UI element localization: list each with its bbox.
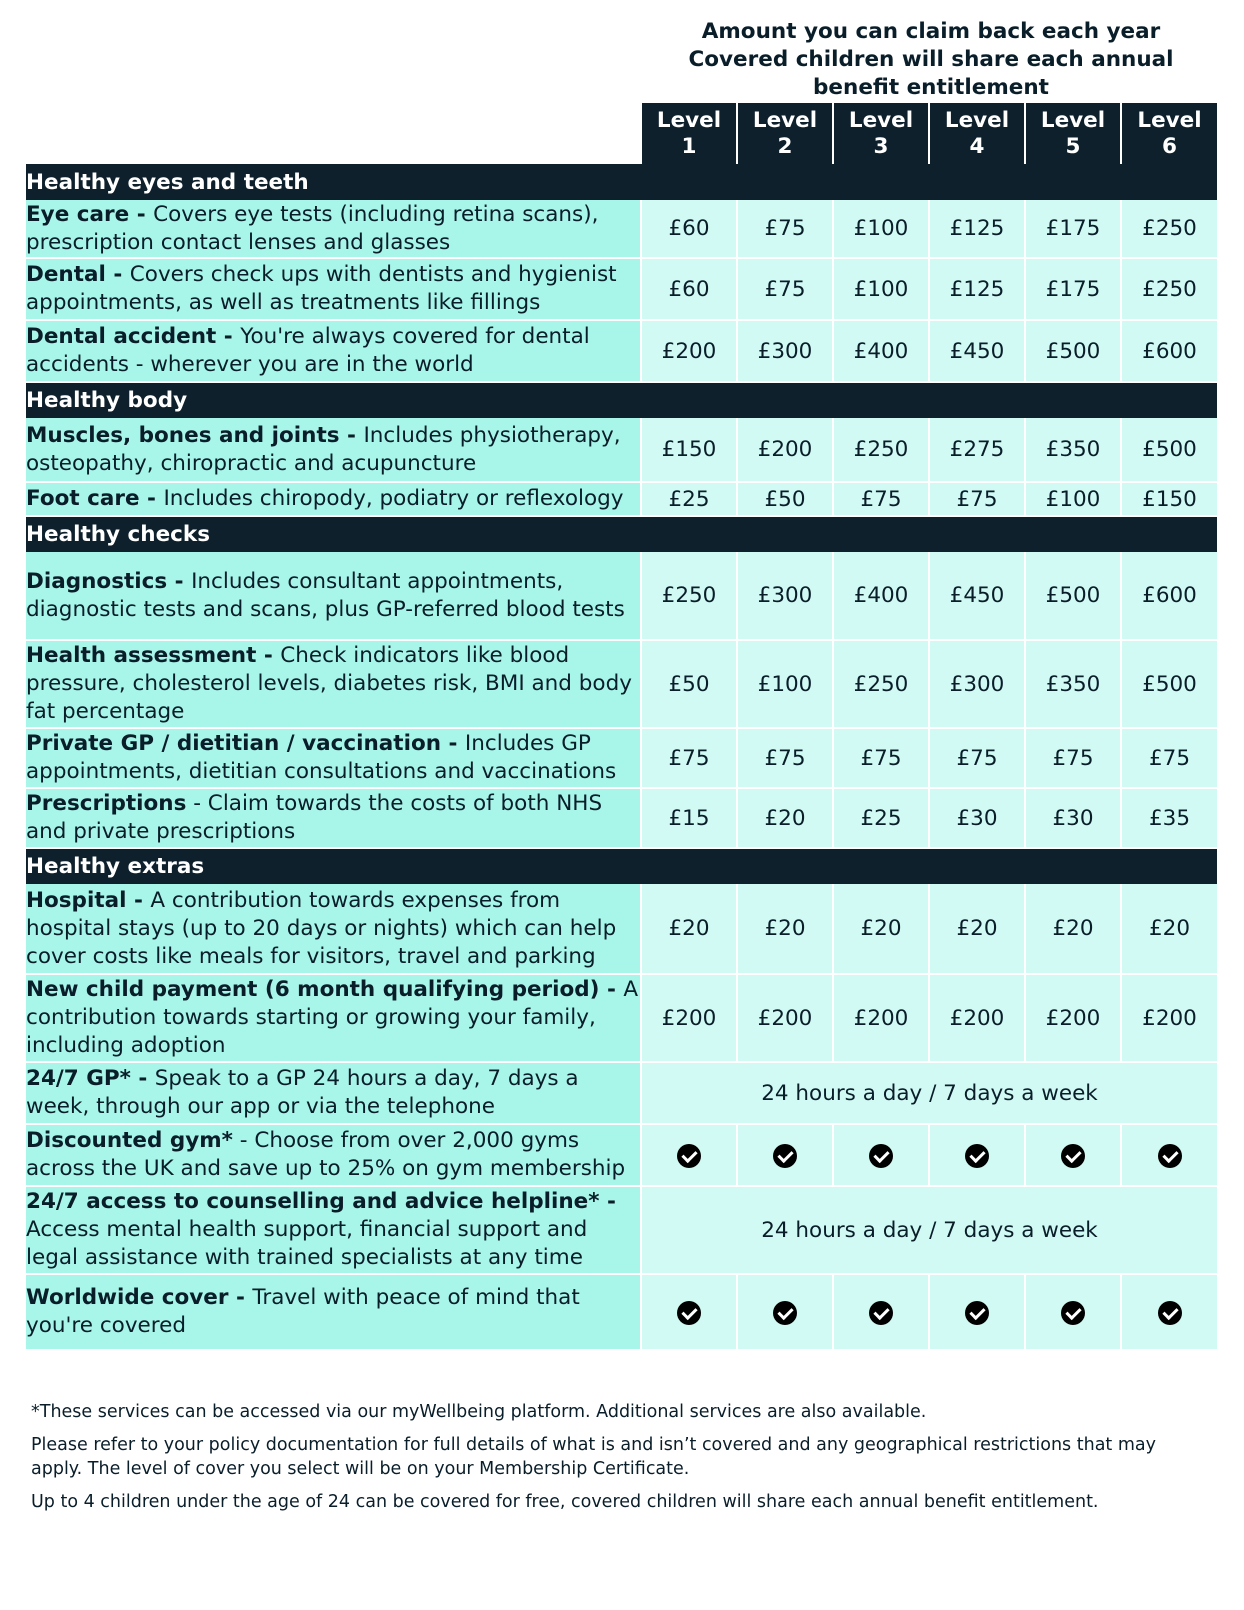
level-2-cell — [737, 1124, 833, 1186]
section-title: Healthy checks — [26, 516, 1217, 552]
level-6-value: £600 — [1121, 552, 1217, 640]
level-4-value: £125 — [929, 258, 1025, 320]
level-4-value: £75 — [929, 728, 1025, 788]
benefit-row — [26, 200, 1217, 258]
level-4-value: £200 — [929, 974, 1025, 1062]
footnote-policy: Please refer to your policy documentation for full details of what is and isn’t covered and any geographical restrictions that may apply. The level of cover you select will be on your Membership Certificate. — [31, 1435, 1156, 1479]
check-icon — [1158, 1301, 1182, 1325]
level-6-value: £35 — [1121, 788, 1217, 848]
section-header — [26, 516, 1217, 552]
benefit-detail: Travel with peace of mind that you're covered — [26, 1285, 580, 1338]
benefit-name: Dental - — [26, 262, 130, 287]
level-1-cell — [641, 1124, 737, 1186]
level-2-value: £300 — [737, 320, 833, 382]
level-2-value: £75 — [737, 200, 833, 258]
benefit-name: Discounted gym* — [26, 1128, 233, 1153]
level-3-value: £400 — [833, 320, 929, 382]
level-1-value: £15 — [641, 788, 737, 848]
level-1-value: £200 — [641, 974, 737, 1062]
check-icon — [1061, 1301, 1085, 1325]
section-title: Healthy body — [26, 382, 1217, 418]
benefit-detail: Covers check ups with dentists and hygienist appointments, as well as treatments like fillings — [26, 262, 617, 315]
level-5-value: £30 — [1025, 788, 1121, 848]
claim-header-line1: Amount you can claim back each year — [701, 19, 1161, 44]
benefit-detail: A contribution towards starting or growing your family, including adoption — [26, 977, 639, 1058]
level-3-header — [833, 103, 929, 164]
level-4-value: £300 — [929, 640, 1025, 728]
availability-value: 24 hours a day / 7 days a week — [641, 1062, 1217, 1124]
benefit-row — [26, 788, 1217, 848]
benefit-name: Foot care - — [26, 486, 164, 511]
level-4-cell — [929, 1124, 1025, 1186]
level-4-value: £20 — [929, 884, 1025, 974]
section-header — [26, 382, 1217, 418]
level-6-value: £500 — [1121, 640, 1217, 728]
level-3-value: £200 — [833, 974, 929, 1062]
level-3-value: £400 — [833, 552, 929, 640]
level-2-value: £200 — [737, 418, 833, 482]
benefit-description — [26, 974, 641, 1062]
benefit-row — [26, 1062, 1217, 1124]
level-3-value: £20 — [833, 884, 929, 974]
benefit-name: Eye care - — [26, 201, 154, 227]
level-5-value: £175 — [1025, 258, 1121, 320]
benefit-name: Health assessment - — [26, 643, 281, 668]
check-icon — [965, 1144, 989, 1168]
level-2-value: £300 — [737, 552, 833, 640]
benefit-detail: - Claim towards the costs of both NHS and private prescriptions — [26, 791, 603, 844]
availability-value: 24 hours a day / 7 days a week — [641, 1186, 1217, 1274]
level-5-cell — [1025, 1124, 1121, 1186]
level-6-value: £500 — [1121, 418, 1217, 482]
level-4-value: £450 — [929, 552, 1025, 640]
footnote-children: Up to 4 children under the age of 24 can be covered for free, covered children will share each annual benefit entitlement. — [31, 1492, 1099, 1512]
level-4-value: £275 — [929, 418, 1025, 482]
benefit-description — [26, 640, 641, 728]
level-number: 1 — [681, 133, 697, 159]
benefit-row — [26, 1274, 1217, 1350]
benefit-description — [26, 788, 641, 848]
level-word: Level — [1040, 107, 1106, 133]
level-5-value: £200 — [1025, 974, 1121, 1062]
level-2-cell — [737, 1274, 833, 1350]
level-6-value: £600 — [1121, 320, 1217, 382]
level-word: Level — [944, 107, 1010, 133]
benefit-row — [26, 552, 1217, 640]
benefit-detail: Includes physiotherapy, osteopathy, chiropractic and acupuncture — [26, 422, 621, 476]
footnote-services: *These services can be accessed via our myWellbeing platform. Additional services are also available. — [31, 1402, 927, 1422]
check-icon — [677, 1301, 701, 1325]
level-2-value: £20 — [737, 884, 833, 974]
benefit-row — [26, 1186, 1217, 1274]
benefit-description — [26, 728, 641, 788]
level-3-cell — [833, 1274, 929, 1350]
level-header-row — [26, 103, 1217, 164]
benefit-row — [26, 320, 1217, 382]
benefit-detail: Speak to a GP 24 hours a day, 7 days a week, through our app or via the telephone — [26, 1066, 579, 1119]
benefit-row — [26, 1124, 1217, 1186]
benefit-name: Worldwide cover - — [26, 1285, 253, 1310]
level-2-value: £20 — [737, 788, 833, 848]
claim-header-line2: Covered children will share each annual benefit entitlement — [688, 47, 1174, 100]
level-1-value: £150 — [641, 418, 737, 482]
level-1-value: £25 — [641, 482, 737, 516]
level-3-value: £25 — [833, 788, 929, 848]
benefit-row — [26, 418, 1217, 482]
section-header — [26, 848, 1217, 884]
benefit-name: Diagnostics - — [26, 568, 192, 594]
check-icon — [677, 1144, 701, 1168]
level-1-value: £50 — [641, 640, 737, 728]
check-icon — [1061, 1144, 1085, 1168]
level-1-value: £60 — [641, 258, 737, 320]
benefit-description — [26, 418, 641, 482]
benefit-detail: Includes consultant appointments, diagnostic tests and scans, plus GP-referred blood tests — [26, 568, 625, 622]
level-1-value: £250 — [641, 552, 737, 640]
benefit-name: Private GP / dietitian / vaccination - — [26, 731, 465, 756]
benefit-name: Dental accident - — [26, 324, 241, 349]
level-3-value: £75 — [833, 728, 929, 788]
level-5-value: £75 — [1025, 728, 1121, 788]
level-5-value: £500 — [1025, 552, 1121, 640]
level-5-value: £350 — [1025, 640, 1121, 728]
benefit-row — [26, 258, 1217, 320]
level-2-value: £200 — [737, 974, 833, 1062]
level-5-cell — [1025, 1274, 1121, 1350]
level-5-value: £350 — [1025, 418, 1121, 482]
level-number: 4 — [969, 133, 985, 159]
level-6-cell — [1121, 1274, 1217, 1350]
level-word: Level — [752, 107, 818, 133]
level-1-cell — [641, 1274, 737, 1350]
benefit-name: Hospital - — [26, 887, 151, 913]
header-blank — [26, 103, 641, 164]
claim-header — [643, 18, 1219, 102]
level-2-value: £75 — [737, 258, 833, 320]
benefit-description — [26, 1274, 641, 1350]
benefit-detail: Includes GP appointments, dietitian consultations and vaccinations — [26, 731, 617, 784]
benefits-table-body — [26, 103, 1217, 1350]
level-1-value: £20 — [641, 884, 737, 974]
benefit-row — [26, 482, 1217, 516]
level-6-value: £150 — [1121, 482, 1217, 516]
level-5-value: £175 — [1025, 200, 1121, 258]
check-icon — [773, 1301, 797, 1325]
level-6-cell — [1121, 1124, 1217, 1186]
level-2-value: £100 — [737, 640, 833, 728]
level-6-value: £75 — [1121, 728, 1217, 788]
benefit-detail: - Choose from over 2,000 gyms across the UK and save up to 25% on gym membership — [26, 1128, 626, 1181]
level-5-value: £20 — [1025, 884, 1121, 974]
check-icon — [965, 1301, 989, 1325]
benefit-row — [26, 974, 1217, 1062]
benefit-row — [26, 640, 1217, 728]
level-3-value: £100 — [833, 200, 929, 258]
benefit-name: 24/7 access to counselling and advice helpline* - — [26, 1189, 616, 1214]
level-4-cell — [929, 1274, 1025, 1350]
level-word: Level — [1137, 107, 1202, 133]
section-title: Healthy extras — [26, 848, 1217, 884]
level-3-value: £250 — [833, 640, 929, 728]
level-2-value: £50 — [737, 482, 833, 516]
benefit-detail: Access mental health support, financial support and legal assistance with trained specialists at any time — [26, 1217, 588, 1270]
benefit-detail: Covers eye tests (including retina scans), prescription contact lenses and glasses — [26, 201, 599, 255]
level-4-value: £30 — [929, 788, 1025, 848]
benefit-detail: Check indicators like blood pressure, cholesterol levels, diabetes risk, BMI and body fat percentage — [26, 643, 632, 724]
level-6-value: £200 — [1121, 974, 1217, 1062]
level-5-value: £100 — [1025, 482, 1121, 516]
benefit-detail: A contribution towards expenses from hospital stays (up to 20 days or nights) which can help cover costs like meals for visitors, travel and parking — [26, 887, 617, 969]
section-title: Healthy eyes and teeth — [26, 164, 1217, 200]
benefit-description — [26, 552, 641, 640]
benefit-description — [26, 200, 641, 258]
section-header — [26, 164, 1217, 200]
level-4-value: £125 — [929, 200, 1025, 258]
benefit-detail: You're always covered for dental accidents - wherever you are in the world — [26, 324, 590, 377]
check-icon — [869, 1144, 893, 1168]
level-1-header — [641, 103, 737, 164]
level-6-header — [1121, 103, 1217, 164]
level-4-value: £450 — [929, 320, 1025, 382]
benefit-name: New child payment (6 month qualifying period) - — [26, 977, 624, 1002]
benefit-name: Prescriptions — [26, 791, 187, 816]
level-2-value: £75 — [737, 728, 833, 788]
benefit-row — [26, 884, 1217, 974]
level-number: 2 — [777, 133, 793, 159]
level-3-value: £100 — [833, 258, 929, 320]
level-word: Level — [848, 107, 914, 133]
check-icon — [1158, 1144, 1182, 1168]
level-2-header — [737, 103, 833, 164]
level-number: 5 — [1065, 133, 1081, 159]
benefit-description — [26, 884, 641, 974]
level-1-value: £60 — [641, 200, 737, 258]
level-6-value: £250 — [1121, 258, 1217, 320]
level-number: 3 — [873, 133, 889, 159]
level-3-value: £75 — [833, 482, 929, 516]
benefit-description — [26, 1062, 641, 1124]
level-6-value: £20 — [1121, 884, 1217, 974]
level-4-value: £75 — [929, 482, 1025, 516]
level-3-value: £250 — [833, 418, 929, 482]
benefit-description — [26, 1124, 641, 1186]
level-1-value: £200 — [641, 320, 737, 382]
benefit-detail: Includes chiropody, podiatry or reflexology — [163, 486, 624, 511]
level-word: Level — [656, 107, 722, 133]
benefit-name: 24/7 GP* - — [26, 1066, 155, 1091]
level-5-value: £500 — [1025, 320, 1121, 382]
level-6-value: £250 — [1121, 200, 1217, 258]
level-5-header — [1025, 103, 1121, 164]
level-1-value: £75 — [641, 728, 737, 788]
check-icon — [773, 1144, 797, 1168]
benefit-description — [26, 258, 641, 320]
benefits-table — [26, 103, 1217, 1351]
level-4-header — [929, 103, 1025, 164]
level-3-cell — [833, 1124, 929, 1186]
level-number: 6 — [1162, 133, 1177, 159]
check-icon — [869, 1301, 893, 1325]
benefit-description — [26, 320, 641, 382]
benefit-description — [26, 1186, 641, 1274]
benefit-row — [26, 728, 1217, 788]
benefit-description — [26, 482, 641, 516]
benefit-name: Muscles, bones and joints - — [26, 422, 364, 448]
